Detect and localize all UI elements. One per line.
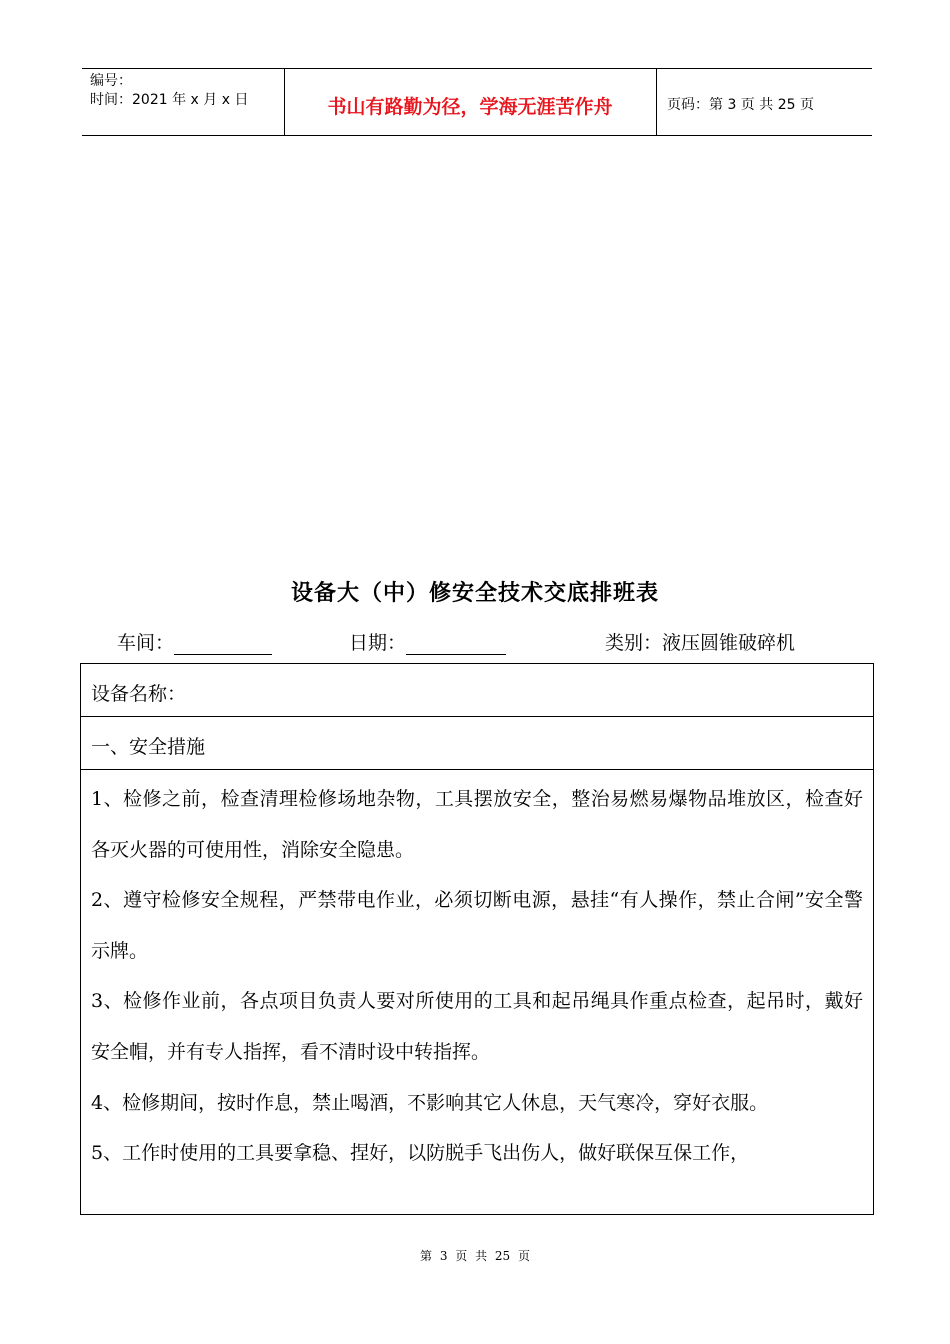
header-info bbox=[90, 72, 248, 110]
workshop-field bbox=[117, 628, 272, 655]
document-time-label: 时间：2021 年 x 月 x 日 bbox=[90, 92, 249, 108]
equipment-name-row bbox=[81, 664, 873, 717]
section-heading-row bbox=[81, 717, 873, 770]
document-title: 设备大（中）修安全技术交底排班表 bbox=[290, 581, 659, 606]
measure-item: 4、检修期间，按时作息，禁止喝酒，不影响其它人休息，天气寒冷，穿好衣服。 bbox=[91, 1091, 769, 1114]
header-top-rule bbox=[82, 68, 872, 69]
category-field: 类别：液压圆锥破碎机 bbox=[605, 632, 796, 654]
date-label: 日期： bbox=[349, 632, 407, 654]
measure-item: 3、检修作业前，各点项目负责人要对所使用的工具和起吊绳具作重点检查，起吊时，戴好安全帽，并有专人指挥，看不清时设中转指挥。 bbox=[91, 990, 863, 1063]
header-page-number: 页码：第 3 页 共 25 页 bbox=[667, 97, 814, 113]
measure-item: 1、检修之前，检查清理检修场地杂物，工具摆放安全，整治易燃易爆物品堆放区，检查好各灭火器的可使用性，消除安全隐患。 bbox=[91, 788, 863, 861]
document-number-label: 编号： bbox=[90, 73, 132, 89]
date-field bbox=[349, 628, 506, 655]
header-motto: 书山有路勤为径，学海无涯苦作舟 bbox=[327, 96, 613, 118]
page-footer: 第 3 页 共 25 页 bbox=[420, 1249, 530, 1263]
workshop-label: 车间： bbox=[117, 632, 175, 654]
workshop-blank-line bbox=[174, 634, 272, 655]
equipment-name-label: 设备名称： bbox=[91, 683, 187, 705]
measure-item: 2、遵守检修安全规程，严禁带电作业，必须切断电源，悬挂“有人操作，禁止合闸”安全警示牌。 bbox=[91, 889, 863, 962]
date-blank-line bbox=[406, 634, 506, 655]
header-divider bbox=[656, 68, 657, 135]
safety-table bbox=[80, 663, 874, 1215]
measures-body bbox=[81, 770, 873, 1214]
measure-item: 5、工作时使用的工具要拿稳、捏好，以防脱手飞出伤人，做好联保互保工作， bbox=[91, 1142, 750, 1165]
measures-list bbox=[91, 774, 863, 1179]
header-bottom-rule bbox=[82, 135, 872, 136]
section-heading: 一、安全措施 bbox=[91, 736, 206, 758]
